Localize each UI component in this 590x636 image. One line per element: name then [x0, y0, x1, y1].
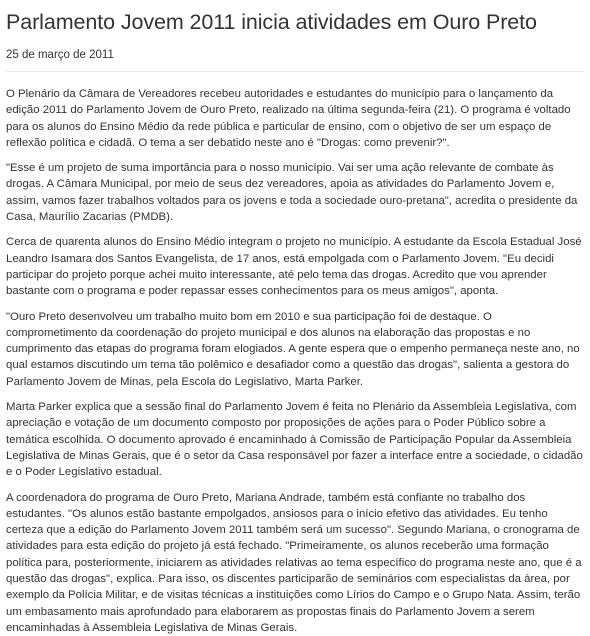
article-date: 25 de março de 2011	[6, 49, 114, 61]
title-divider	[6, 71, 584, 72]
article-body	[6, 86, 584, 636]
article-paragraph-2: "Esse é um projeto de suma importância para o nosso município. Vai ser uma ação relevante de combate às drogas. A Câmara Municipal, por meio de seus dez vereadores, apoia as atividades do Parlamento Jovem e, assim, vamos fazer trabalhos voltados para os jovens e toda a sociedade ouro-pretana", acredita o presidente da Casa, Maurílio Zacarias (PMDB).	[6, 162, 578, 224]
article-paragraph-1: O Plenário da Câmara de Vereadores recebeu autoridades e estudantes do município para o lançamento da edição 2011 do Parlamento Jovem de Ouro Preto, realizado na última segunda-feira (21). O programa é voltado para os alunos do Ensino Médio da rede pública e particular de ensino, com o objetivo de ser um espaço de reflexão política e cidadã. O tema a ser debatido neste ano é "Drogas: como prevenir?".	[6, 88, 571, 149]
article-title: Parlamento Jovem 2011 inicia atividades em Ouro Preto	[6, 10, 537, 34]
article-paragraph-5: Marta Parker explica que a sessão final do Parlamento Jovem é feita no Plenário da Assembleia Legislativa, com apreciação e votação de um documento composto por proposições de ações para o Poder Público sobre a temática escolhida. O documento aprovado é encaminhado à Comissão de Participação Popular da Assembleia Legislativa de Minas Gerais, que é o setor da Casa responsável por fazer a interface entre a sociedade, o cidadão e o Poder Legislativo estadual.	[6, 401, 583, 479]
article-paragraph-6: A coordenadora do programa de Ouro Preto, Mariana Andrade, também está confiante no trabalho dos estudantes. "Os alunos estão bastante empolgados, ansiosos para o início efetivo das atividades. Eu tenho certeza que a edição do Parlamento Jovem 2011 também será um sucesso". Segundo Mariana, o cronograma de atividades para esta edição do projeto já está fechado. "Primeiramente, os alunos receberão uma formação política para, posteriormente, iniciarem as atividades relativas ao tema específico do programa neste ano, que é a questão das drogas", explica. Para isso, os discentes participarão de seminários com especialistas da área, por exemplo da Polícia Militar, e de visitas técnicas a instituições como Lírios do Campo e o Grupo Nata. Assim, terão um embasamento mais aprofundado para elaborarem as propostas finais do Parlamento Jovem a serem encaminhadas à Assembleia Legislativa de Minas Gerais.	[6, 491, 582, 634]
article-paragraph-4: "Ouro Preto desenvolveu um trabalho muito bom em 2010 e sua participação foi de destaque. O comprometimento da coordenação do projeto municipal e dos alunos na elaboração das propostas e no cumprimento das etapas do programa foram elogiados. A gente espera que o empenho permaneça neste ano, no qual estamos discutindo um tema tão polêmico e desafiador como a questão das drogas", salienta a gestora do Parlamento Jovem de Minas, pela Escola do Legislativo, Marta Parker.	[6, 310, 580, 388]
article-paragraph-3: Cerca de quarenta alunos do Ensino Médio integram o projeto no município. A estudante da Escola Estadual José Leandro Isamara dos Santos Evangelista, de 17 anos, está empolgada com o Parlamento Jovem. "Eu decidi participar do projeto porque achei muito interessante, até pelo tema das drogas. Acredito que vou aprender bastante com o programa e poder repassar esses conhecimentos para os meus amigos", aponta.	[6, 236, 582, 298]
